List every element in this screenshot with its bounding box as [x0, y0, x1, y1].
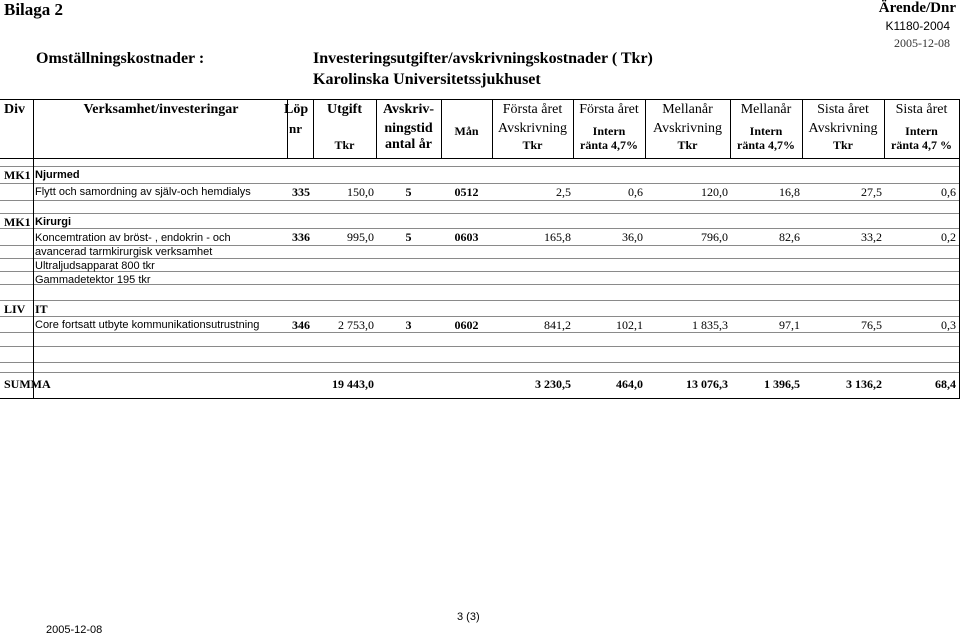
col-si-avs-1: Sista året — [817, 102, 869, 117]
col-si-int-3: ränta 4,7 % — [891, 138, 952, 152]
row-si-int: 0,2 — [941, 230, 956, 244]
footer-date: 2005-12-08 — [46, 624, 103, 636]
row-avskr: 5 — [405, 230, 412, 244]
arende-label: Ärende/Dnr — [878, 0, 956, 16]
row-fa-avs: 165,8 — [544, 230, 571, 244]
row-utgift: 995,0 — [347, 230, 374, 244]
row-avskr: 3 — [405, 318, 412, 332]
row-si-int: 0,6 — [941, 185, 956, 199]
col-mel-avs-3: Tkr — [677, 138, 698, 152]
row-mel-avs: 120,0 — [701, 185, 728, 199]
col-si-int-1: Sista året — [895, 102, 948, 117]
row-man: 0602 — [454, 318, 479, 332]
row-group: IT — [35, 302, 48, 316]
col-mel-int-1: Mellanår — [740, 102, 792, 117]
summa-si-avs: 3 136,2 — [846, 377, 882, 391]
row-lop: 335 — [292, 185, 310, 199]
col-mel-avs-2: Avskrivning — [653, 121, 722, 136]
row-div: MK1 — [4, 215, 31, 229]
row-div: MK1 — [4, 168, 31, 182]
row-si-int: 0,3 — [941, 318, 956, 332]
row-fa-avs: 2,5 — [556, 185, 571, 199]
col-lop: Löp — [284, 102, 309, 117]
col-fa-int-3: ränta 4,7% — [580, 138, 638, 152]
col-mel-int-3: ränta 4,7% — [737, 138, 795, 152]
col-fa-int-1: Första året — [579, 102, 639, 117]
col-utgift: Utgift — [327, 102, 362, 117]
col-lop-nr: nr — [289, 121, 302, 136]
omstallning-label: Omställningskostnader : — [36, 50, 205, 67]
page-number: 3 (3) — [457, 611, 480, 623]
summa-mel-int: 1 396,5 — [764, 377, 800, 391]
row-line: Ultraljudsapparat 800 tkr — [35, 260, 155, 272]
row-line: Core fortsatt utbyte kommunikationsutrustning — [35, 319, 260, 331]
col-verksamhet: Verksamhet/investeringar — [83, 102, 239, 117]
col-avskriv-antal: antal år — [384, 137, 433, 152]
row-avskr: 5 — [405, 185, 412, 199]
summa-si-int: 68,4 — [935, 377, 956, 391]
col-mel-int-2: Intern — [749, 124, 783, 138]
row-mel-int: 82,6 — [779, 230, 800, 244]
col-si-int-2: Intern — [905, 124, 938, 138]
row-fa-int: 0,6 — [628, 185, 643, 199]
row-utgift: 2 753,0 — [338, 318, 374, 332]
summa-fa-int: 464,0 — [616, 377, 643, 391]
row-group: Njurmed — [35, 169, 80, 181]
col-si-avs-3: Tkr — [832, 138, 853, 152]
row-fa-avs: 841,2 — [544, 318, 571, 332]
row-si-avs: 76,5 — [861, 318, 882, 332]
col-div: Div — [4, 102, 25, 117]
arende-number: K1180-2004 — [885, 19, 950, 33]
row-mel-int: 97,1 — [779, 318, 800, 332]
row-utgift: 150,0 — [347, 185, 374, 199]
col-fa-int-2: Intern — [592, 124, 626, 138]
row-line: Koncemtration av bröst- , endokrin - och — [35, 232, 231, 244]
row-fa-int: 102,1 — [616, 318, 643, 332]
col-si-avs-2: Avskrivning — [808, 121, 878, 136]
col-man: Mån — [454, 124, 479, 138]
row-si-avs: 27,5 — [861, 185, 882, 199]
row-group: Kirurgi — [35, 216, 72, 228]
row-man: 0512 — [454, 185, 479, 199]
row-div: LIV — [4, 302, 26, 316]
row-line: Gammadetektor 195 tkr — [35, 274, 151, 286]
row-lop: 336 — [292, 230, 310, 244]
row-lop: 346 — [292, 318, 310, 332]
row-si-avs: 33,2 — [861, 230, 882, 244]
row-line: avancerad tarmkirurgisk verksamhet — [35, 246, 213, 258]
col-avskriv: Avskriv- — [382, 102, 435, 117]
col-fa-avs-1: Första året — [502, 102, 563, 117]
col-fa-avs-2: Avskrivning — [498, 121, 567, 136]
col-utgift-tkr: Tkr — [334, 138, 355, 152]
row-mel-avs: 796,0 — [701, 230, 728, 244]
col-avskriv-ningstid: ningstid — [384, 121, 433, 136]
row-man: 0603 — [454, 230, 479, 244]
summa-mel-avs: 13 076,3 — [686, 377, 728, 391]
row-line: Flytt och samordning av själv-och hemdialys — [35, 186, 251, 198]
summa-fa-avs: 3 230,5 — [535, 377, 571, 391]
row-mel-int: 16,8 — [779, 185, 800, 199]
bilaga-label: Bilaga 2 — [4, 0, 64, 19]
summa-utgift: 19 443,0 — [332, 377, 374, 391]
row-mel-avs: 1 835,3 — [692, 318, 728, 332]
row-fa-int: 36,0 — [622, 230, 643, 244]
page-subtitle: Karolinska Universitetssjukhuset — [313, 71, 541, 88]
col-mel-avs-1: Mellanår — [662, 102, 713, 117]
page-title: Investeringsutgifter/avskrivningskostnader ( Tkr) — [313, 50, 653, 67]
header-date: 2005-12-08 — [894, 36, 950, 50]
col-fa-avs-3: Tkr — [522, 138, 543, 152]
summa-label: SUMMA — [4, 377, 51, 391]
